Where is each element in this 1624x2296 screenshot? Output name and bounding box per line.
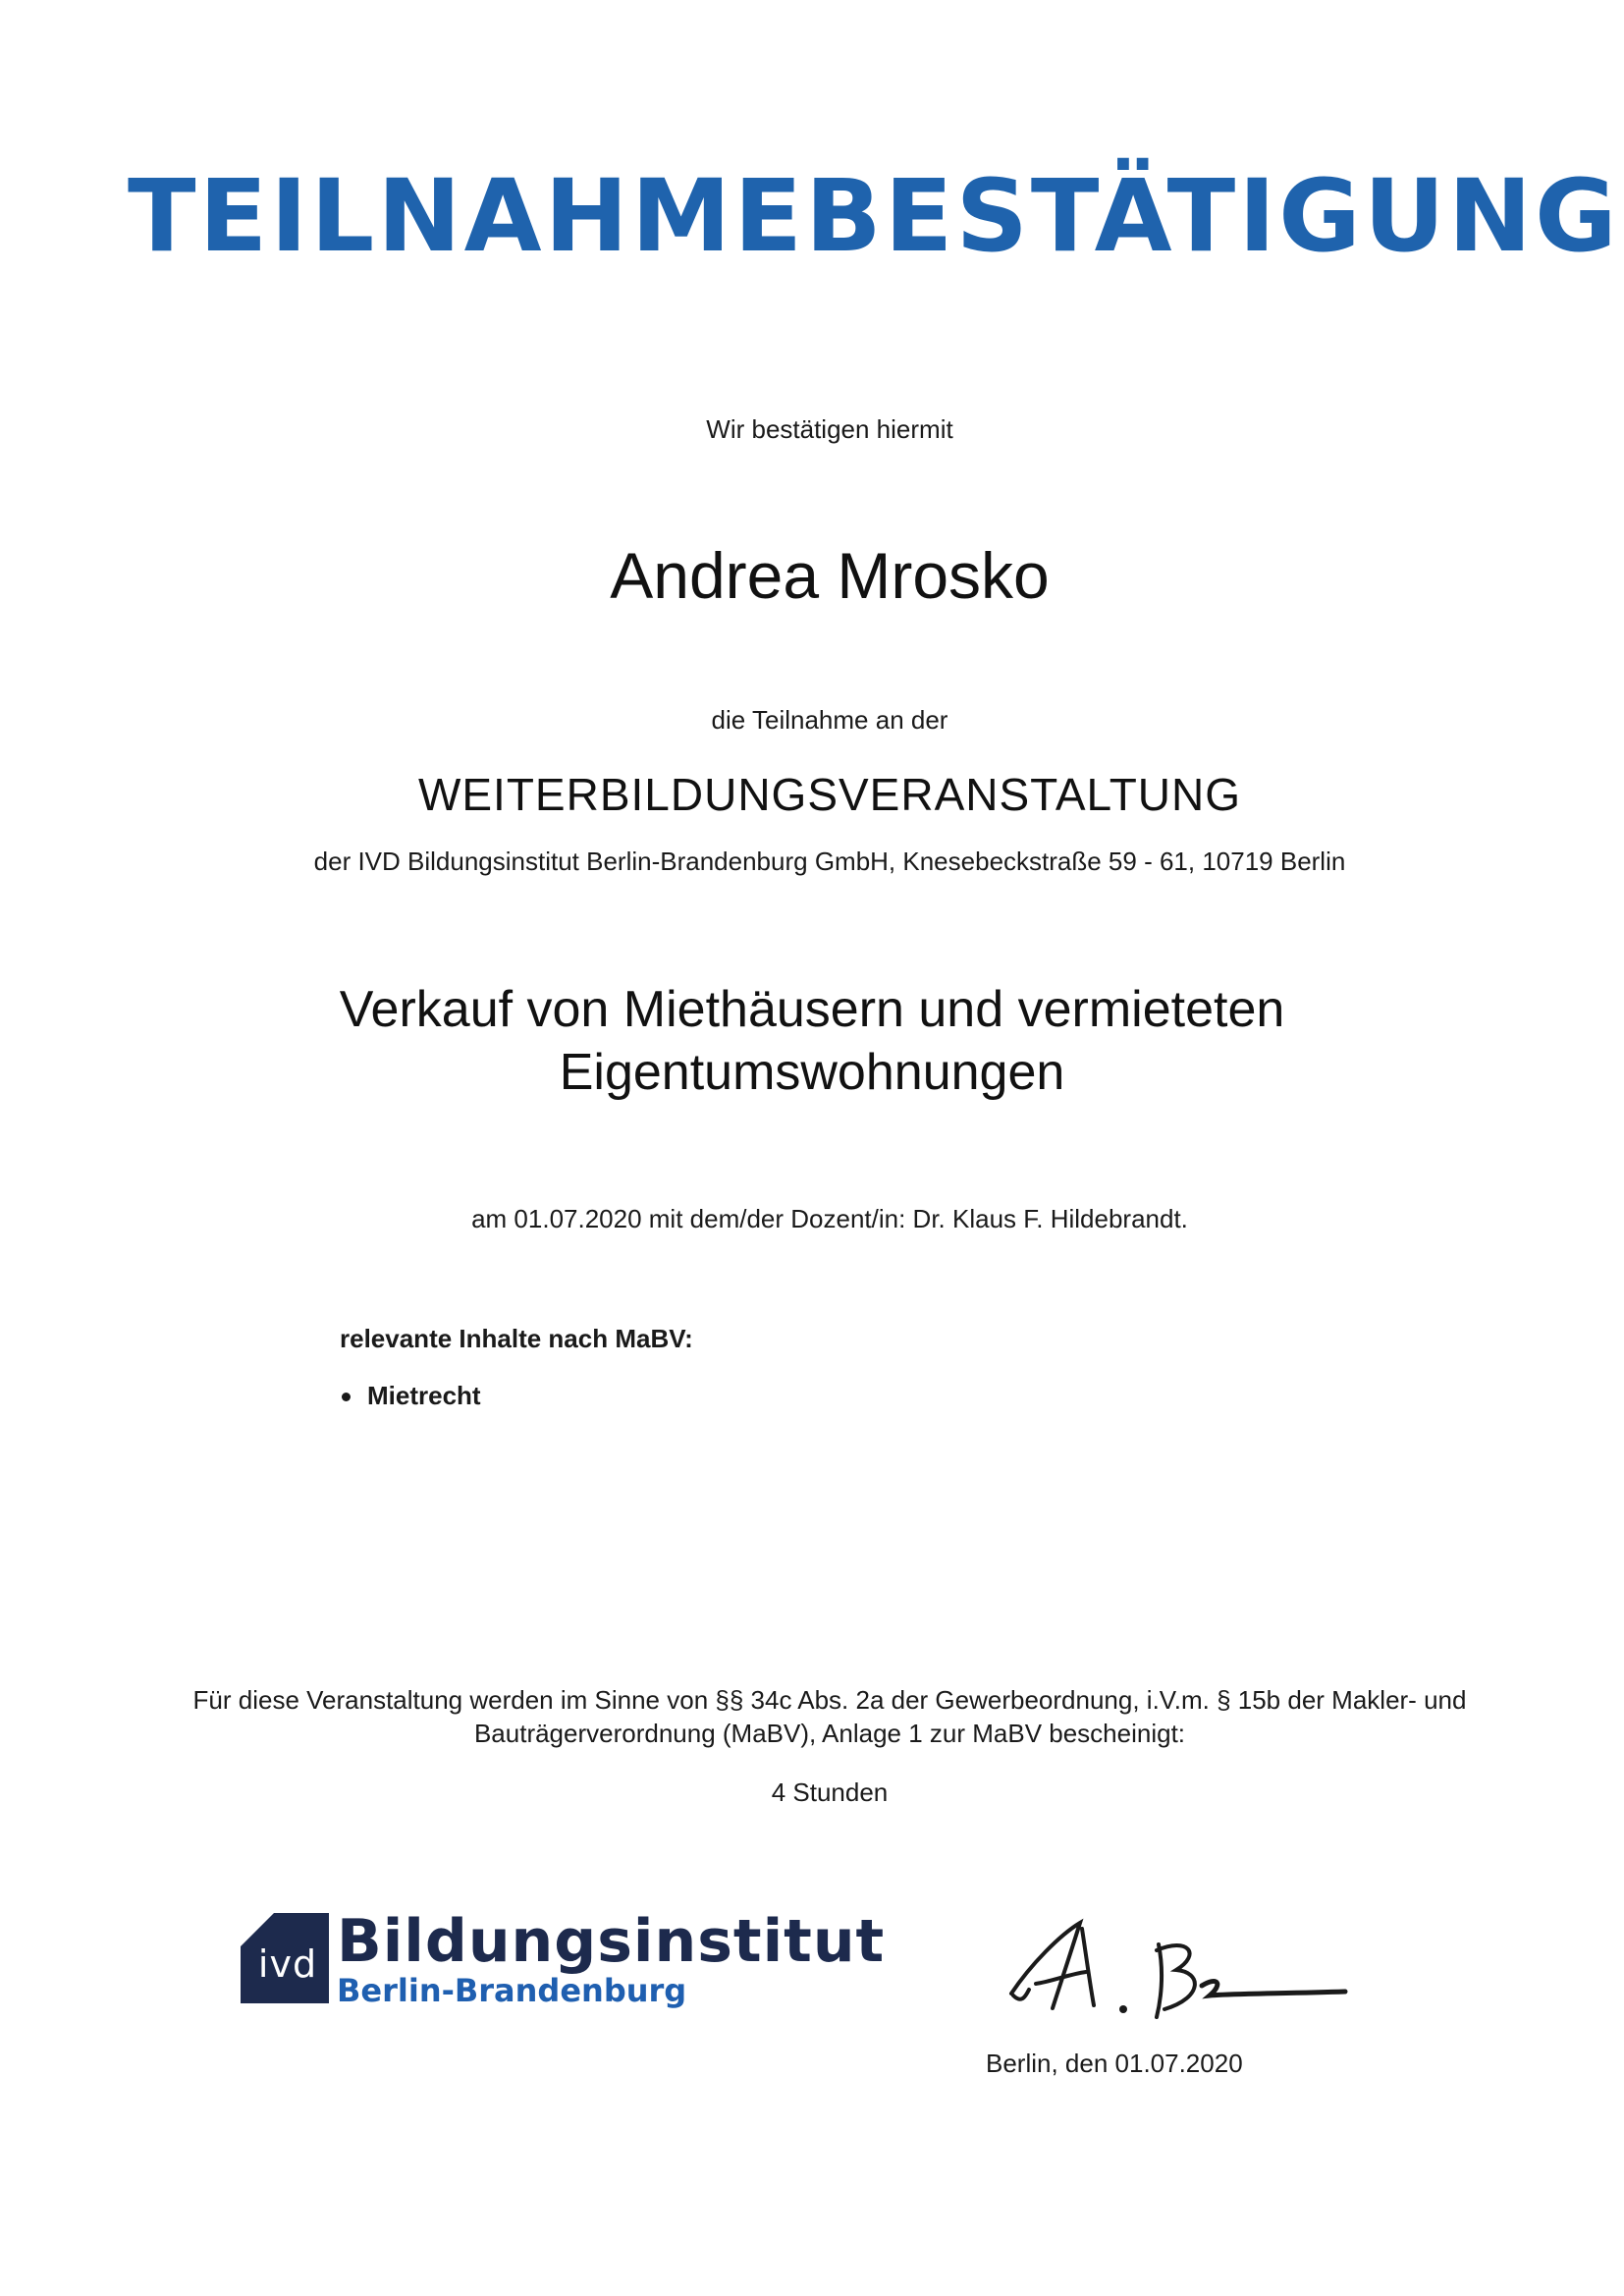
- place-date: Berlin, den 01.07.2020: [986, 2049, 1243, 2078]
- course-title-line-2: Eigentumswohnungen: [559, 1044, 1065, 1101]
- ivd-badge-text: ivd: [257, 1942, 318, 1986]
- ivd-logo: [241, 1907, 886, 2011]
- hours-value: 4 Stunden: [771, 1777, 889, 1807]
- participation-text: die Teilnahme an der: [711, 705, 948, 735]
- ivd-badge: [241, 1913, 329, 2003]
- participant-name: Andrea Mrosko: [610, 539, 1050, 612]
- event-type: WEITERBILDUNGSVERANSTALTUNG: [417, 769, 1242, 820]
- list-item: Mietrecht: [340, 1381, 481, 1411]
- legal-notice-line-1: Für diese Veranstaltung werden im Sinne von §§ 34c Abs. 2a der Gewerbeordnung, i.V.m. § 15b der Makler- und: [192, 1685, 1467, 1715]
- certificate-title: TEILNAHMEBESTÄTIGUNG: [128, 158, 1620, 275]
- signature-image: [992, 1915, 1384, 2043]
- course-title-line-1: Verkauf von Miethäusern und vermieteten: [339, 981, 1285, 1038]
- mabv-list: [340, 1381, 481, 1411]
- legal-notice: [98, 1683, 1561, 1750]
- organizer-line: der IVD Bildungsinstitut Berlin-Brandenburg GmbH, Knesebeckstraße 59 - 61, 10719 Berlin: [313, 847, 1346, 876]
- logo-subtitle: Berlin-Brandenburg: [337, 1972, 687, 2009]
- date-instructor-line: am 01.07.2020 mit dem/der Dozent/in: Dr. Klaus F. Hildebrandt.: [471, 1204, 1188, 1233]
- course-title: [0, 978, 1624, 1104]
- mabv-heading: relevante Inhalte nach MaBV:: [340, 1324, 693, 1353]
- intro-text: Wir bestätigen hiermit: [706, 414, 953, 444]
- legal-notice-line-2: Bauträgerverordnung (MaBV), Anlage 1 zur MaBV bescheinigt:: [473, 1719, 1186, 1748]
- logo-name: Bildungsinstitut: [337, 1907, 886, 1976]
